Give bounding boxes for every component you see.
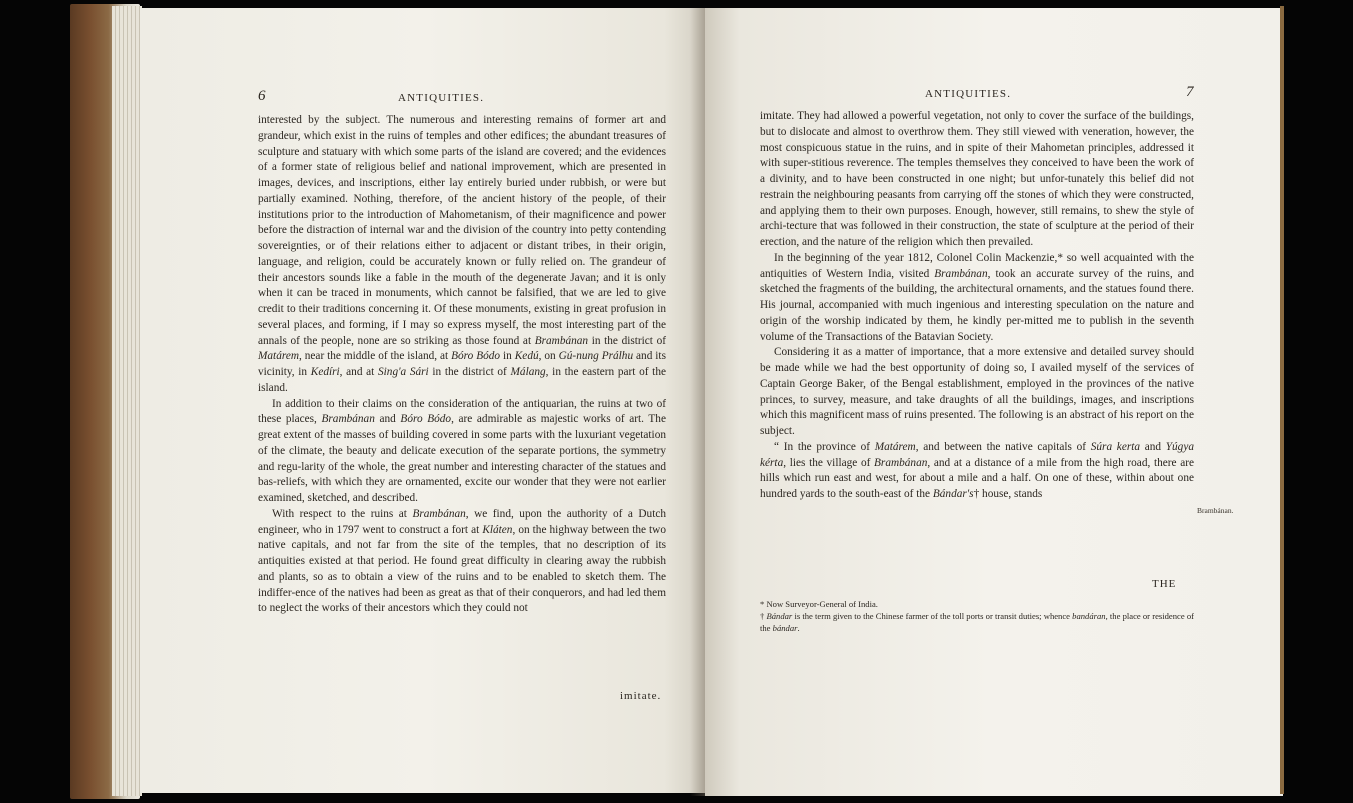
paragraph: In addition to their claims on the consideration of the antiquarian, the ruins at two of these places, Brambánan and Bóro Bódo, are admirable as majestic works of art. The great extent of the masses of building covered in some parts with the luxuriant vegetation of the climate, the beauty and delicate execution of the separate portions, the symmetry and regu-larity of the whole, the great number and interesting character of the statues and bas-reliefs, with which they are ornamented, excite our wonder that they were not earlier examined, sketched, and described. [258, 397, 666, 504]
footnotes [760, 598, 1194, 634]
paragraph: With respect to the ruins at Brambánan, we find, upon the authority of a Dutch engineer, who in 1797 went to construct a fort at Kláten, on the highway between the two native capitals, and not far from the site of the temples, that no description of its antiquities existed at that period. He found great difficulty in clearing away the rubbish and plants, so as to obtain a view of the ruins and to be enabled to sketch them. The indiffer-ence of the natives had been as great as that of their conquerors, and had led them to neglect the works of their ancestors which they could not [258, 507, 666, 615]
right-catchword: THE [1152, 578, 1177, 590]
footnote: † Bándar is the term given to the Chinese farmer of the toll ports or transit duties; whence bandáran, the place or residence of the bándar. [760, 611, 1194, 633]
paragraph: interested by the subject. The numerous and interesting remains of former art and grandeur, which exist in the ruins of temples and other edifices; the abundant treasures of sculpture and statuary with which some parts of the island are covered; and the evidences of a former state of religious belief and national improvement, which are presented in images, devices, and inscriptions, either lay entirely buried under rubbish, or were but partially examined. Nothing, therefore, of the ancient history of the people, of their institutions prior to the introduction of Mahometanism, of their magnificence and power before the distraction of internal war and the division of the country into petty contending sovereignties, or of their relations either to adjacent or distant tribes, in their origin, language, and religion, could be accurately known or fully relied on. The grandeur of their ancestors sounds like a fable in the mouth of the degenerate Javan; and it is only when it can be traced in monuments, which cannot be falsified, that we are led to give credit to their traditions concerning it. Of these monuments, existing in great profusion in several places, and forming, if I may so express myself, the most interesting part of the annals of the people, none are so striking as those found at Brambánan in the district of Matárem, near the middle of the island, at Bóro Bódo in Kedú, on Gú-nung Prálhu and its vicinity, in Kedíri, and at Sing'a Sári in the district of Málang, in the eastern part of the island. [258, 114, 666, 394]
paragraph: imitate. They had allowed a powerful vegetation, not only to cover the surface of the buildings, but to dislocate and almost to overthrow them. They still viewed with veneration, however, the most conspicuous statue in the ruins, and in spite of their Mahometan principles, addressed it with super-stitious reverence. The temples themselves they conceived to have been the work of a divinity, and to have been constructed in one night; but unfor-tunately this belief did not restrain the neighbouring peasants from carrying off the stones of which they were constructed, and applying them to their own purposes. Enough, however, still remains, to shew the style of archi-tecture that was followed in their construction, the state of sculpture at the period of their erection, and the nature of the religion which then prevailed. [760, 110, 1194, 248]
margin-note: Brambánan. [1197, 506, 1234, 515]
left-page-number: 6 [258, 88, 266, 104]
left-catchword: imitate. [620, 690, 662, 702]
paragraph: In the beginning of the year 1812, Colonel Colin Mackenzie,* so well acquainted with the antiquities of Western India, visited Brambánan, took an accurate survey of the ruins, and sketched the fragments of the building, the architectural ornaments, and the statues found there. His journal, accompanied with much ingenious and interesting speculation on the nature and origin of the worship indicated by them, he kindly per-mitted me to publish in the seventh volume of the Transactions of the Batavian Society. [760, 251, 1194, 343]
page-edges [112, 6, 142, 796]
right-edge [1280, 6, 1284, 794]
left-page-body [258, 113, 666, 617]
footnote: * Now Surveyor-General of India. [760, 599, 878, 609]
right-page-body [760, 109, 1194, 503]
right-page-number: 7 [1186, 84, 1194, 100]
paragraph: Considering it as a matter of importance, that a more extensive and detailed survey should be made while we had the best opportunity of doing so, I availed myself of the services of Captain George Baker, of the Bengal establishment, employed in the provinces of the native princes, to survey, measure, and take draughts of all the buildings, images, and inscriptions which this magnificent mass of ruins presented. The following is an abstract of his report on the subject. [760, 346, 1194, 437]
paragraph: “ In the province of Matárem, and between the native capitals of Súra kerta and Yúgya kérta, lies the village of Brambánan, and at a distance of a mile from the high road, there are hills which run east and west, for about a mile and a half. On one of these, within about one hundred yards to the south-east of the Bándar's† house, stands [760, 440, 1194, 500]
left-running-head: ANTIQUITIES. [398, 92, 485, 104]
right-running-head: ANTIQUITIES. [925, 88, 1012, 100]
